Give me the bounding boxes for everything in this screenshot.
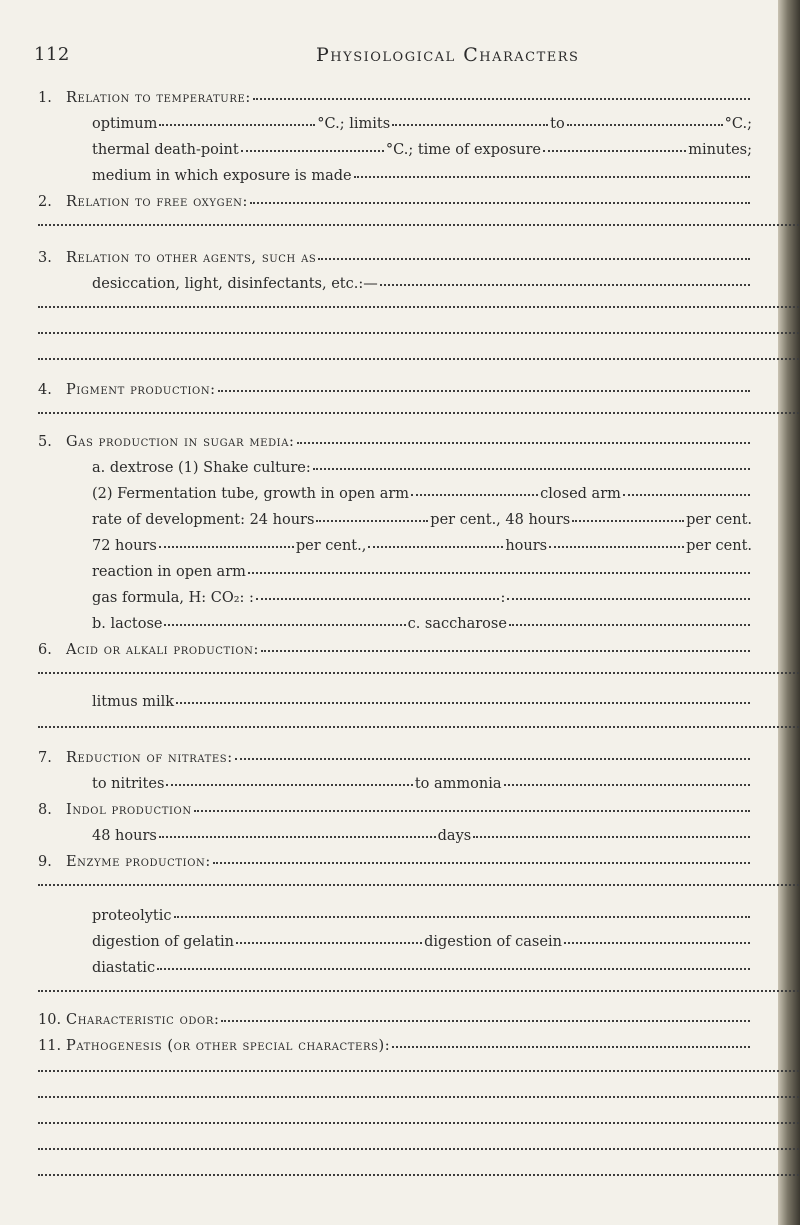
fill-blank[interactable] bbox=[38, 1138, 800, 1150]
fill-blank[interactable] bbox=[38, 980, 800, 992]
fill-blank[interactable] bbox=[313, 458, 750, 470]
fill-blank[interactable] bbox=[176, 692, 750, 704]
digestion-line bbox=[0, 930, 800, 954]
section-heading: Pigment production: bbox=[66, 382, 216, 398]
section-number: 9. bbox=[38, 854, 52, 870]
fill-blank[interactable] bbox=[623, 484, 750, 496]
fill-blank[interactable] bbox=[38, 322, 800, 334]
fill-blank[interactable] bbox=[218, 380, 750, 392]
fill-blank[interactable] bbox=[194, 800, 750, 812]
blank-line bbox=[0, 1140, 800, 1164]
blank-line bbox=[0, 664, 800, 688]
section-3-heading-line bbox=[0, 246, 800, 270]
field-label: b. lactose bbox=[92, 616, 163, 632]
field-label: days bbox=[437, 828, 472, 844]
field-label: per cent. bbox=[686, 538, 753, 554]
fill-blank[interactable] bbox=[38, 214, 800, 226]
field-label: gas formula, H: CO₂: : bbox=[92, 590, 254, 606]
gas-formula-line bbox=[0, 586, 800, 610]
medium-line bbox=[0, 164, 800, 188]
dextrose-line bbox=[0, 456, 800, 480]
optimum-line bbox=[0, 112, 800, 136]
thermal-death-point-line bbox=[0, 138, 800, 162]
section-number: 11. bbox=[38, 1038, 62, 1054]
field-label: hours bbox=[505, 538, 548, 554]
fill-blank[interactable] bbox=[221, 1010, 750, 1022]
fill-blank[interactable] bbox=[235, 748, 750, 760]
blank-line bbox=[0, 1114, 800, 1138]
blank-line bbox=[0, 1088, 800, 1112]
fill-blank[interactable] bbox=[38, 1112, 800, 1124]
fill-blank[interactable] bbox=[567, 114, 723, 126]
fill-blank[interactable] bbox=[38, 716, 800, 728]
section-heading: Relation to free oxygen: bbox=[66, 194, 248, 210]
section-1-heading-line bbox=[0, 86, 800, 110]
blank-line bbox=[0, 876, 800, 900]
section-2-heading-line bbox=[0, 190, 800, 214]
field-label: : bbox=[500, 590, 506, 606]
blank-line bbox=[0, 216, 800, 240]
field-label: rate of development: 24 hours bbox=[92, 512, 315, 528]
fill-blank[interactable] bbox=[504, 774, 750, 786]
blank-line bbox=[0, 1166, 800, 1190]
fill-blank[interactable] bbox=[38, 1086, 800, 1098]
field-label: c. saccharose bbox=[407, 616, 507, 632]
indol-hours-line bbox=[0, 824, 800, 848]
fill-blank[interactable] bbox=[38, 662, 800, 674]
fill-blank[interactable] bbox=[38, 1060, 800, 1072]
fill-blank[interactable] bbox=[236, 932, 422, 944]
fill-blank[interactable] bbox=[250, 192, 750, 204]
fill-blank[interactable] bbox=[380, 274, 750, 286]
field-label: medium in which exposure is made bbox=[92, 168, 352, 184]
section-4-heading-line bbox=[0, 378, 800, 402]
section-number: 8. bbox=[38, 802, 52, 818]
section-8-heading-line bbox=[0, 798, 800, 822]
field-label: to ammonia bbox=[414, 776, 502, 792]
fill-blank[interactable] bbox=[411, 484, 538, 496]
section-number: 6. bbox=[38, 642, 52, 658]
fill-blank[interactable] bbox=[261, 640, 750, 652]
section-heading: Acid or alkali production: bbox=[66, 642, 259, 658]
fill-blank[interactable] bbox=[38, 402, 800, 414]
fill-blank[interactable] bbox=[316, 510, 428, 522]
litmus-milk-line bbox=[0, 690, 800, 714]
nitrites-line bbox=[0, 772, 800, 796]
field-label: 48 hours bbox=[92, 828, 157, 844]
field-label: closed arm bbox=[540, 486, 621, 502]
section-5-heading-line bbox=[0, 430, 800, 454]
field-label: °C.; time of exposure bbox=[385, 142, 542, 158]
blank-line bbox=[0, 1062, 800, 1086]
fill-blank[interactable] bbox=[543, 140, 686, 152]
section-9-heading-line bbox=[0, 850, 800, 874]
section-number: 5. bbox=[38, 434, 52, 450]
section-heading: Reduction of nitrates: bbox=[66, 750, 233, 766]
section-number: 10. bbox=[38, 1012, 62, 1028]
fill-blank[interactable] bbox=[157, 958, 750, 970]
fill-blank[interactable] bbox=[354, 166, 750, 178]
field-label: diastatic bbox=[92, 960, 156, 976]
field-label: per cent., bbox=[295, 538, 367, 554]
fill-blank[interactable] bbox=[38, 1164, 800, 1176]
fill-blank[interactable] bbox=[392, 114, 548, 126]
field-label: 72 hours bbox=[92, 538, 157, 554]
fill-blank[interactable] bbox=[564, 932, 750, 944]
field-label: digestion of gelatin bbox=[92, 934, 235, 950]
fill-blank[interactable] bbox=[38, 296, 800, 308]
section-heading: Relation to other agents, such as bbox=[66, 250, 317, 266]
fill-blank[interactable] bbox=[297, 432, 750, 444]
diastatic-line bbox=[0, 956, 800, 980]
fill-blank[interactable] bbox=[318, 248, 750, 260]
fermentation-tube-line bbox=[0, 482, 800, 506]
fill-blank[interactable] bbox=[166, 774, 412, 786]
agents-line bbox=[0, 272, 800, 296]
field-label: minutes; bbox=[688, 142, 753, 158]
fill-blank[interactable] bbox=[248, 562, 750, 574]
reaction-line bbox=[0, 560, 800, 584]
fill-blank[interactable] bbox=[174, 906, 751, 918]
section-heading: Relation to temperature: bbox=[66, 90, 251, 106]
fill-blank[interactable] bbox=[164, 614, 405, 626]
field-label: reaction in open arm bbox=[92, 564, 246, 580]
fill-blank[interactable] bbox=[473, 826, 750, 838]
section-number: 4. bbox=[38, 382, 52, 398]
section-6-heading-line bbox=[0, 638, 800, 662]
fill-blank[interactable] bbox=[392, 1036, 750, 1048]
blank-line bbox=[0, 982, 800, 1006]
section-heading: Characteristic odor: bbox=[66, 1012, 220, 1028]
field-label: to bbox=[550, 116, 565, 132]
proteolytic-line bbox=[0, 904, 800, 928]
field-label: desiccation, light, disinfectants, etc.:— bbox=[92, 276, 378, 292]
section-number: 1. bbox=[38, 90, 52, 106]
field-label: (2) Fermentation tube, growth in open arm bbox=[92, 486, 410, 502]
field-label: to nitrites bbox=[92, 776, 165, 792]
field-label: per cent., 48 hours bbox=[430, 512, 571, 528]
fill-blank[interactable] bbox=[159, 826, 436, 838]
field-label: a. dextrose (1) Shake culture: bbox=[92, 460, 311, 476]
fill-blank[interactable] bbox=[159, 536, 294, 548]
blank-line bbox=[0, 324, 800, 348]
blank-line bbox=[0, 718, 800, 742]
field-label: optimum bbox=[92, 116, 158, 132]
field-label: litmus milk bbox=[92, 694, 175, 710]
field-label: digestion of casein bbox=[424, 934, 562, 950]
field-label: °C.; bbox=[724, 116, 752, 132]
rate-of-development-line bbox=[0, 508, 800, 532]
blank-line bbox=[0, 404, 800, 428]
section-7-heading-line bbox=[0, 746, 800, 770]
field-label: °C.; limits bbox=[317, 116, 391, 132]
fill-blank[interactable] bbox=[213, 852, 750, 864]
fill-blank[interactable] bbox=[256, 588, 499, 600]
fill-blank[interactable] bbox=[241, 140, 384, 152]
lactose-saccharose-line bbox=[0, 612, 800, 636]
blank-line bbox=[0, 298, 800, 322]
section-number: 3. bbox=[38, 250, 52, 266]
section-heading: Pathogenesis (or other special characters): bbox=[66, 1038, 391, 1054]
running-title: Physiological Characters bbox=[316, 44, 580, 66]
fill-blank[interactable] bbox=[38, 874, 800, 886]
section-number: 2. bbox=[38, 194, 52, 210]
fill-blank[interactable] bbox=[159, 114, 315, 126]
page-number: 112 bbox=[34, 44, 70, 65]
fill-blank[interactable] bbox=[509, 614, 750, 626]
seventy-two-hours-line bbox=[0, 534, 800, 558]
fill-blank[interactable] bbox=[38, 348, 800, 360]
fill-blank[interactable] bbox=[368, 536, 503, 548]
field-label: thermal death-point bbox=[92, 142, 239, 158]
section-number: 7. bbox=[38, 750, 52, 766]
section-heading: Gas production in sugar media: bbox=[66, 434, 295, 450]
blank-line bbox=[0, 350, 800, 374]
fill-blank[interactable] bbox=[549, 536, 684, 548]
section-11-heading-line bbox=[0, 1034, 800, 1058]
field-label: proteolytic bbox=[92, 908, 172, 924]
fill-blank[interactable] bbox=[572, 510, 684, 522]
fill-blank[interactable] bbox=[253, 88, 750, 100]
fill-blank[interactable] bbox=[507, 588, 750, 600]
section-heading: Indol production bbox=[66, 802, 192, 818]
section-heading: Enzyme production: bbox=[66, 854, 211, 870]
section-10-heading-line bbox=[0, 1008, 800, 1032]
field-label: per cent. bbox=[686, 512, 753, 528]
